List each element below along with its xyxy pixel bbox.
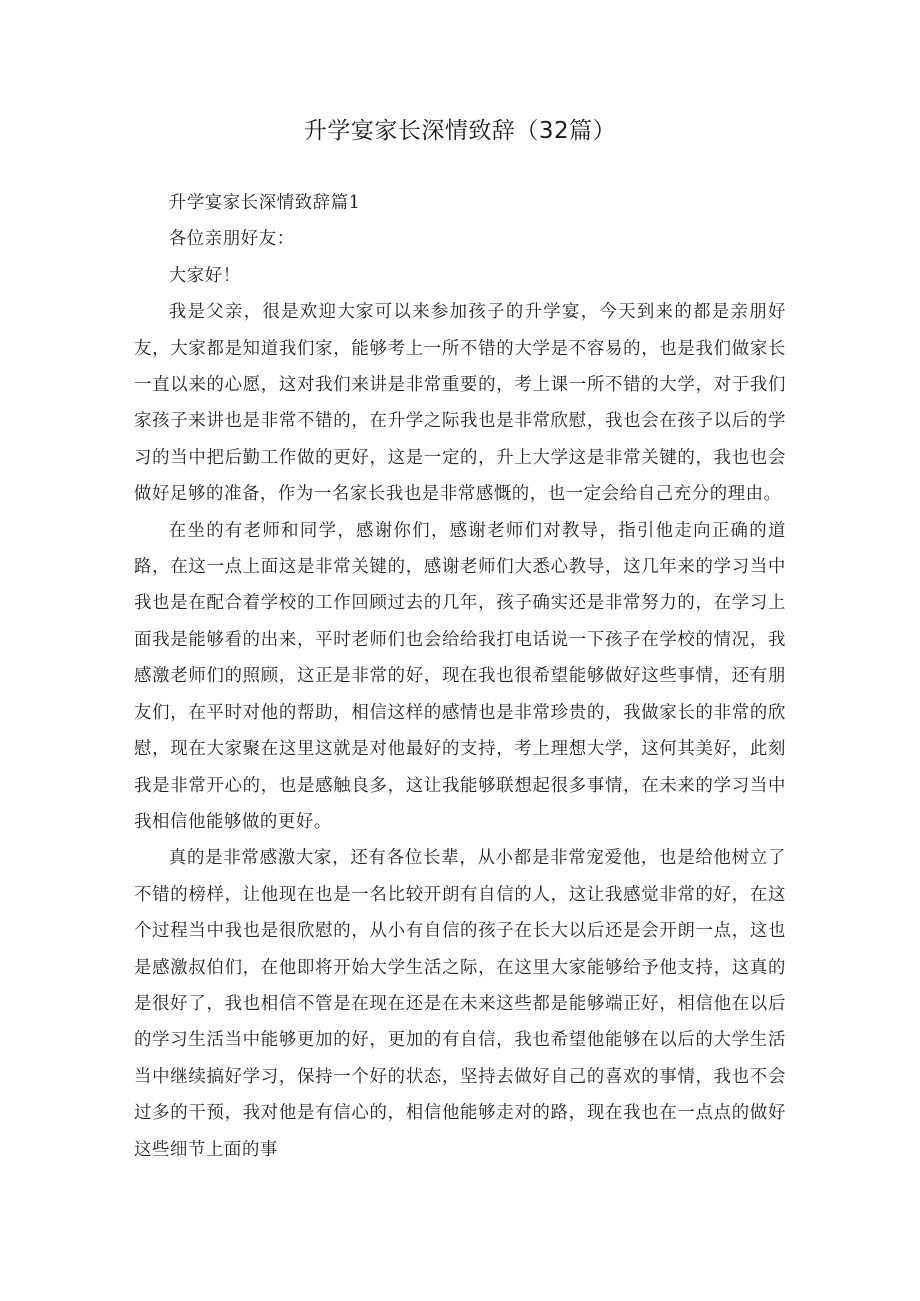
section-heading: 升学宴家长深情致辞篇1 [168,193,361,213]
paragraph: 我是父亲，很是欢迎大家可以来参加孩子的升学宴，今天到来的都是亲朋好友，大家都是知道我们家，能够考上一所不错的大学是不容易的，也是我们做家长一直以来的心愿，这对我们来讲是非常重要的，考上课一所不错的大学，对于我们家孩子来讲也是非常不错的，在升学之际我也是非常欣慰，我也会在孩子以后的学习的当中把后勤工作做的更好，这是一定的，升上大学这是非常关键的，我也也会做好足够的准备，作为一名家长我也是非常感慨的，也一定会给自己充分的理由。 [134,302,786,505]
paragraph: 真的是非常感激大家，还有各位长辈，从小都是非常宠爱他，也是给他树立了不错的榜样，让他现在也是一名比较开朗有自信的人，这让我感觉非常的好，在这个过程当中我也是很欣慰的，从小有自信的孩子在长大以后还是会开朗一点，这也是感激叔伯们，在他即将开始大学生活之际，在这里大家能够给予他支持，这真的是很好了，我也相信不管是在现在还是在未来这些都是能够端正好，相信他在以后的学习生活当中能够更加的好，更加的有自信，我也希望他能够在以后的大学生活当中继续搞好学习，保持一个好的状态，坚持去做好自己的喜欢的事情，我也不会过多的干预，我对他是有信心的，相信他能够走对的路，现在我也在一点点的做好这些细节上面的事 [134,848,786,1160]
salutation: 各位亲朋好友： [168,229,295,250]
greeting: 大家好！ [168,265,241,286]
document-title: 升学宴家长深情致辞（32篇） [303,118,617,144]
document-body [134,185,786,1168]
paragraph: 在坐的有老师和同学，感谢你们，感谢老师们对教导，指引他走向正确的道路，在这一点上面这是非常关键的，感谢老师们大悉心教导，这几年来的学习当中我也是在配合着学校的工作回顾过去的几年，孩子确实还是非常努力的，在学习上面我是能够看的出来，平时老师们也会给给我打电话说一下孩子在学校的情况，我感激老师们的照顾，这正是非常的好，现在我也很希望能够做好这些事情，还有朋友们，在平时对他的帮助，相信这样的感情也是非常珍贵的，我做家长的非常的欣慰，现在大家聚在这里这就是对他最好的支持，考上理想大学，这何其美好，此刻我是非常开心的，也是感触良多，这让我能够联想起很多事情，在未来的学习当中我相信他能够做的更好。 [134,520,786,832]
